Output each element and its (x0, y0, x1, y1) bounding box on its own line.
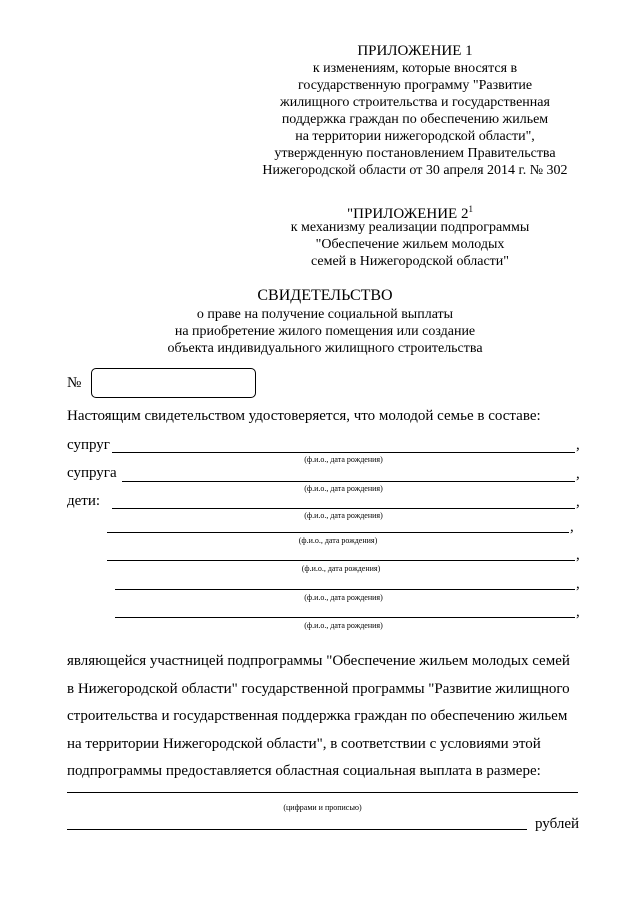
certificate-number-field[interactable] (91, 368, 256, 398)
appendix1-line: поддержка граждан по обеспечению жильем (281, 112, 549, 127)
child-caption: (ф.и.о., дата рождения) (298, 536, 378, 545)
child-line[interactable] (115, 617, 575, 618)
comma: , (576, 547, 580, 563)
body-line: являющейся участницей подпрограммы "Обеспечение жильем молодых семей (67, 653, 570, 669)
child-line[interactable] (115, 589, 575, 590)
child-caption: (ф.и.о., дата рождения) (304, 511, 383, 520)
appendix1-line: к изменениям, которые вносятся в (312, 61, 518, 76)
appendix2-line: к механизму реализации подпрограммы (290, 220, 530, 235)
appendix1-line: Нижегородской области от 30 апреля 2014 г. № 302 (262, 163, 568, 178)
comma: , (570, 519, 574, 535)
child-caption: (ф.и.о., дата рождения) (304, 593, 383, 602)
spouse-f-caption: (ф.и.о., дата рождения) (304, 484, 383, 493)
amount-line[interactable] (67, 792, 578, 793)
appendix1-title: ПРИЛОЖЕНИЕ 1 (357, 43, 473, 59)
certificate-subtitle-line: объекта индивидуального жилищного строительства (167, 341, 483, 356)
child-line[interactable] (107, 560, 575, 561)
appendix1-line: на территории нижегородской области", (295, 129, 535, 144)
appendix2-sup: 1 (468, 204, 473, 214)
appendix2-line: семей в Нижегородской области" (310, 254, 509, 269)
body-line: на территории Нижегородской области", в соответствии с условиями этой (67, 735, 541, 752)
number-label: № (67, 375, 82, 391)
intro-text: Настоящим свидетельством удостоверяется, что молодой семье в составе: (67, 408, 541, 424)
spouse-f-label: супруга (67, 465, 117, 481)
amount-words-line[interactable] (67, 829, 527, 830)
certificate-subtitle-line: на приобретение жилого помещения или создание (174, 324, 476, 339)
body-line: подпрограммы предоставляется областная социальная выплата в размере: (67, 763, 541, 779)
children-label: дети: (67, 493, 101, 509)
appendix1-line: жилищного строительства и государственная (280, 95, 550, 110)
body-line: в Нижегородской области" государственной программы "Развитие жилищного (67, 680, 570, 697)
child-caption: (ф.и.о., дата рождения) (304, 621, 383, 630)
certificate-subtitle-line: о праве на получение социальной выплаты (196, 307, 454, 322)
spouse-m-caption: (ф.и.о., дата рождения) (304, 455, 383, 464)
currency-label: рублей (535, 816, 580, 832)
certificate-subtitle (70, 306, 580, 357)
body-line: строительства и государственная поддержка граждан по обеспечению жильем (67, 708, 568, 724)
comma: , (576, 576, 580, 592)
child-line[interactable] (112, 508, 575, 509)
certificate-title: СВИДЕТЕЛЬСТВО (257, 287, 393, 304)
body-paragraph (67, 648, 579, 786)
appendix2-title-text: "ПРИЛОЖЕНИЕ 2 (347, 206, 469, 222)
comma: , (576, 466, 580, 482)
appendix1-line: утвержденную постановлением Правительства (274, 146, 556, 161)
child-caption: (ф.и.о., дата рождения) (301, 564, 381, 573)
comma: , (576, 494, 580, 510)
comma: , (576, 437, 580, 453)
amount-caption: (цифрами и прописью) (283, 803, 362, 812)
appendix2-text (260, 219, 560, 270)
spouse-m-line[interactable] (112, 452, 575, 453)
spouse-m-label: супруг (67, 437, 110, 453)
appendix2-line: "Обеспечение жильем молодых (315, 237, 505, 252)
appendix1-text (235, 60, 595, 179)
comma: , (576, 604, 580, 620)
child-line[interactable] (107, 532, 569, 533)
appendix1-line: государственную программу "Развитие (297, 78, 533, 93)
spouse-f-line[interactable] (122, 481, 575, 482)
